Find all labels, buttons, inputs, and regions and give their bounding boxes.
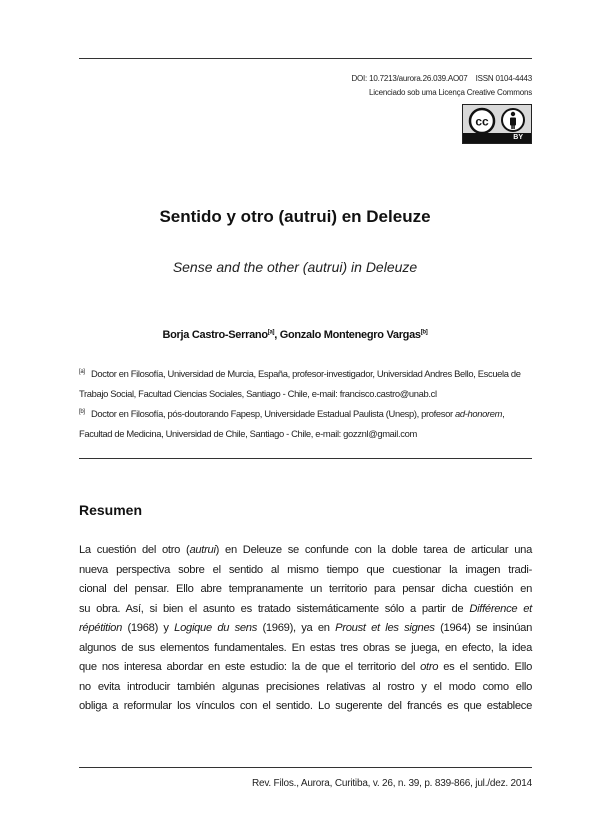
svg-text:cc: cc <box>475 114 489 129</box>
affiliation-a-line1: Doctor en Filosofía, Universidad de Murcia, España, profesor-investigador, Universidad Andres Bello, Escuela de <box>91 368 521 379</box>
abstract-heading: Resumen <box>79 502 143 518</box>
affiliation-b-line1: Doctor en Filosofía, pós-doutorando Fapesp, Universidade Estadual Paulista (Unesp), profesor ad-honorem, <box>91 408 505 419</box>
affiliation-b-line2: Facultad de Medicina, Universidad de Chile, Santiago - Chile, e-mail: gozznl@gmail.com <box>79 428 417 439</box>
abstract-line: obliga a reformular los vínculos con el sentido. Lo sugerente del francés es que establece <box>79 700 532 712</box>
author-b: Gonzalo Montenegro Vargas <box>279 329 421 341</box>
affiliation-b <box>79 404 535 444</box>
section-rule <box>79 458 532 459</box>
abstract-line: La cuestión del otro (autrui) en Deleuze se confunde con la doble tarea de articular una <box>79 544 532 556</box>
author-a: Borja Castro-Serrano <box>162 329 268 341</box>
author-a-mark: [a] <box>267 329 275 336</box>
footer-rule <box>79 767 532 768</box>
affiliation-b-mark: [b] <box>79 409 85 415</box>
abstract-line: répétition (1968) y Logique du sens (1969), ya en Proust et les signes (1964) se insinúan <box>79 622 532 634</box>
abstract-line: algunos de sus elementos fundamentales. En estas tres obras se juega, en efecto, la idea <box>79 641 532 654</box>
abstract-line: su obra. Así, si bien el asunto es tratado sistemáticamente sólo a partir de Différence et <box>79 602 532 615</box>
abstract-body <box>79 541 532 717</box>
affiliation-a-mark: [a] <box>79 369 85 375</box>
badge-by-label: BY <box>513 134 523 141</box>
author-b-mark: [b] <box>420 329 428 336</box>
abstract-line: nueva perspectiva sobre el sentido al mismo tiempo que cuestionar la imagen tradi- <box>79 563 532 576</box>
top-rule <box>79 58 532 59</box>
article-subtitle: Sense and the other (autrui) in Deleuze <box>172 259 418 275</box>
doi-text[interactable]: DOI: 10.7213/aurora.26.039.AO07 <box>351 74 468 83</box>
issn-text: ISSN 0104-4443 <box>475 74 532 83</box>
abstract-line: cional del pensar. Ello abre tempranamente un territorio para pensar dicha cuestión en <box>79 583 532 595</box>
affiliation-a <box>79 364 535 404</box>
article-title: Sentido y otro (autrui) en Deleuze <box>159 207 431 226</box>
author-line <box>0 329 590 341</box>
doi-line <box>351 74 532 83</box>
abstract-line: que nos interesa abordar en este estudio: la de que el territorio del otro es el sentido. Ello <box>79 661 532 673</box>
affiliation-a-line2: Trabajo Social, Facultad Ciencias Sociales, Santiago - Chile, e-mail: francisco.castro@unab.cl <box>79 388 437 399</box>
creative-commons-badge[interactable] <box>462 104 532 144</box>
abstract-line: no evita introducir también algunas precisiones relativas al rostro y el modo como ello <box>79 680 532 693</box>
author-separator: , <box>274 329 280 341</box>
license-text[interactable]: Licenciado sob uma Licença Creative Commons <box>368 88 532 97</box>
footer-citation: Rev. Filos., Aurora, Curitiba, v. 26, n. 39, p. 839-866, jul./dez. 2014 <box>251 778 532 789</box>
